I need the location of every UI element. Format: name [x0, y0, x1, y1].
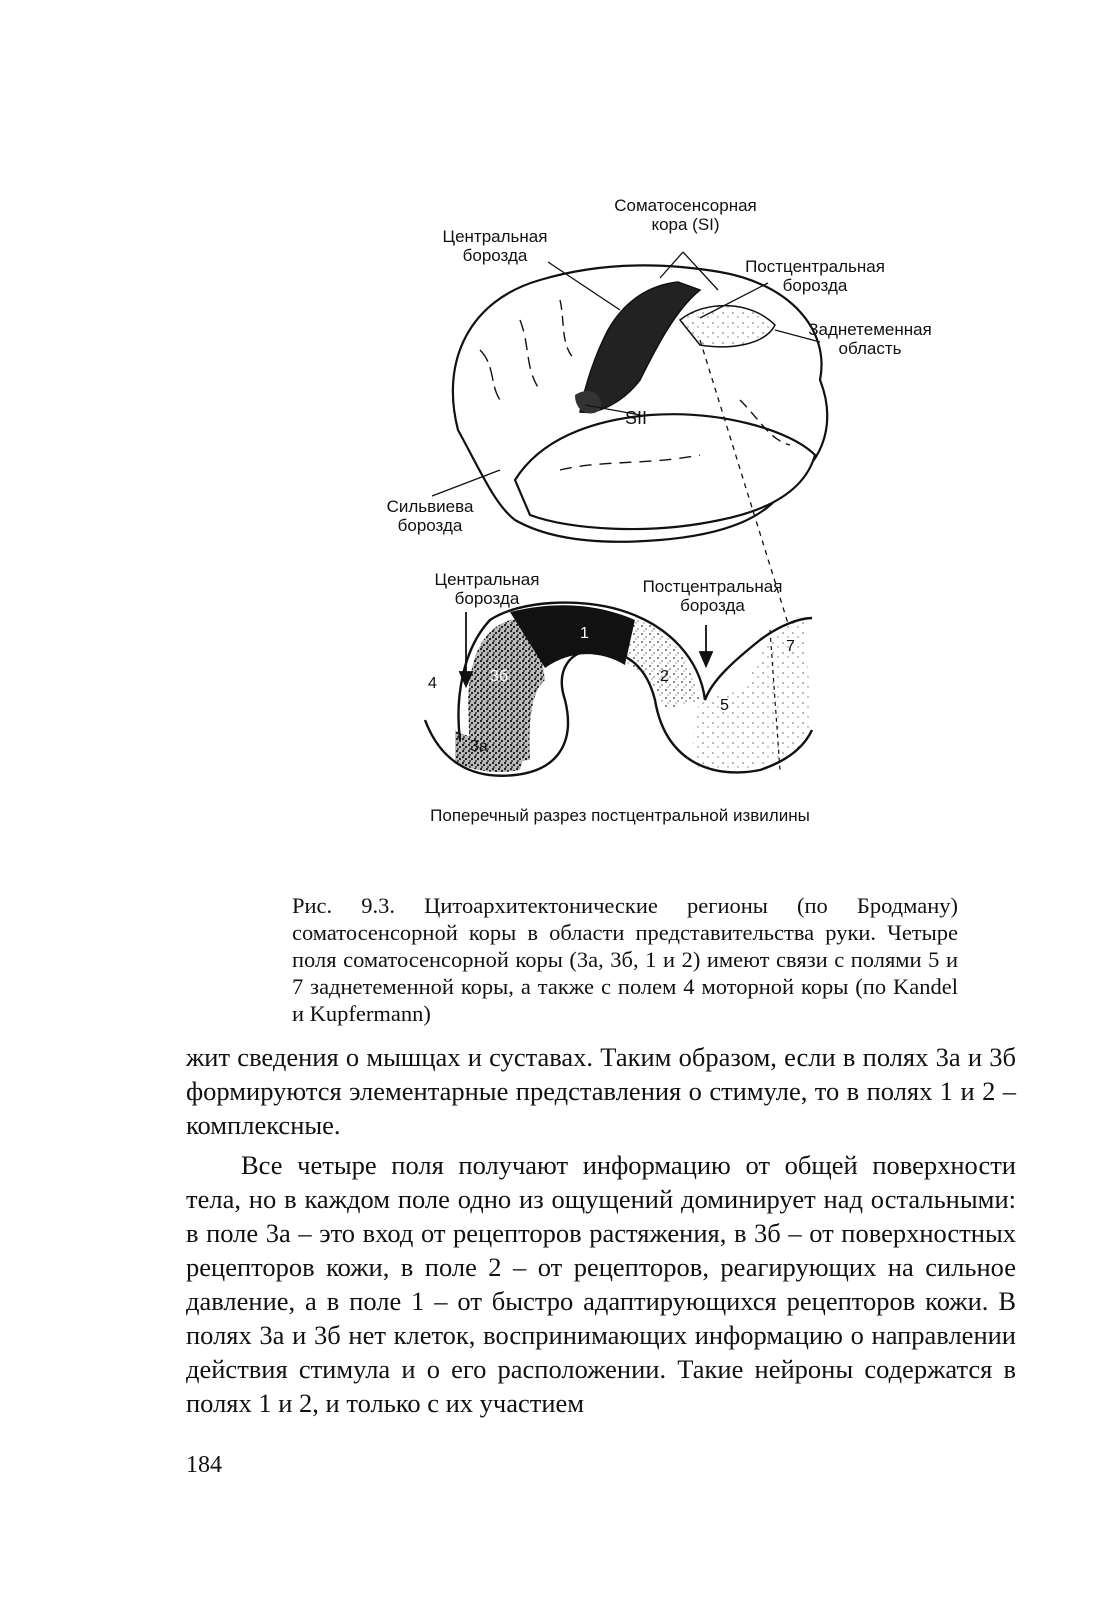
- sulcus-line-2: [520, 320, 540, 390]
- somatosensory-band: [580, 282, 700, 412]
- sulcus-line-1: [480, 350, 500, 400]
- label-field-1: 1: [580, 625, 589, 642]
- label-field-7: 7: [786, 638, 795, 655]
- label-sii: SII: [625, 408, 648, 428]
- label-somatosensory-cortex: Соматосенсорная кора (SI): [614, 196, 757, 234]
- section-subtitle: Поперечный разрез постцентральной извилины: [430, 806, 810, 825]
- page-number: 184: [186, 1452, 222, 1478]
- figure-caption: Рис. 9.3. Цитоархитектонические регионы (по Бродману) соматосенсорной коры в области представительства руки. Четыре поля соматосенсорной коры (3а, 3б, 1 и 2) имеют связи с полями 5 и 7 заднетеменной коры, а также с полем 4 моторной коры (по Kandel и Kupfermann): [292, 893, 958, 1026]
- label-section-central-sulcus: Центральная борозда: [434, 570, 540, 608]
- label-central-sulcus: Центральная борозда: [442, 227, 548, 265]
- label-posterior-parietal: Заднетеменная область: [808, 320, 932, 358]
- temporal-lobe: [515, 414, 815, 529]
- label-field-4: 4: [428, 675, 437, 692]
- paragraph-1: жит сведения о мышцах и суставах. Таким образом, если в полях 3а и 3б формируются элементарные представления о стимуле, то в полях 1 и 2 – комплексные.: [186, 1042, 1016, 1140]
- body-text: [186, 1040, 1016, 1420]
- sulcus-line-3: [560, 300, 575, 360]
- posterior-parietal-area: [680, 306, 775, 347]
- label-postcentral-sulcus: Постцентральная борозда: [745, 257, 885, 295]
- label-sylvian-sulcus: Сильвиева борозда: [386, 497, 474, 535]
- paragraph-2: Все четыре поля получают информацию от общей поверхности тела, но в каждом поле одно из ощущений доминирует над остальными: в поле 3а – это вход от рецепторов растяжения, в 3б – от поверхностных рецепторов кожи, в поле 2 – от рецепторов, реагирующих на сильное давление, а в поле 1 – от быстро адаптирующихся рецепторов кожи. В полях 3а и 3б нет клеток, воспринимающих информацию о направлении действия стимула и о его расположении. Такие нейроны содержатся в полях 1 и 2, и только с их участием: [186, 1150, 1016, 1418]
- label-field-5: 5: [720, 697, 729, 714]
- label-field-2: 2: [660, 668, 669, 685]
- label-field-3a: 3а: [470, 738, 488, 755]
- label-field-3b: 3б: [490, 668, 509, 685]
- label-section-postcentral-sulcus: Постцентральная борозда: [642, 577, 783, 615]
